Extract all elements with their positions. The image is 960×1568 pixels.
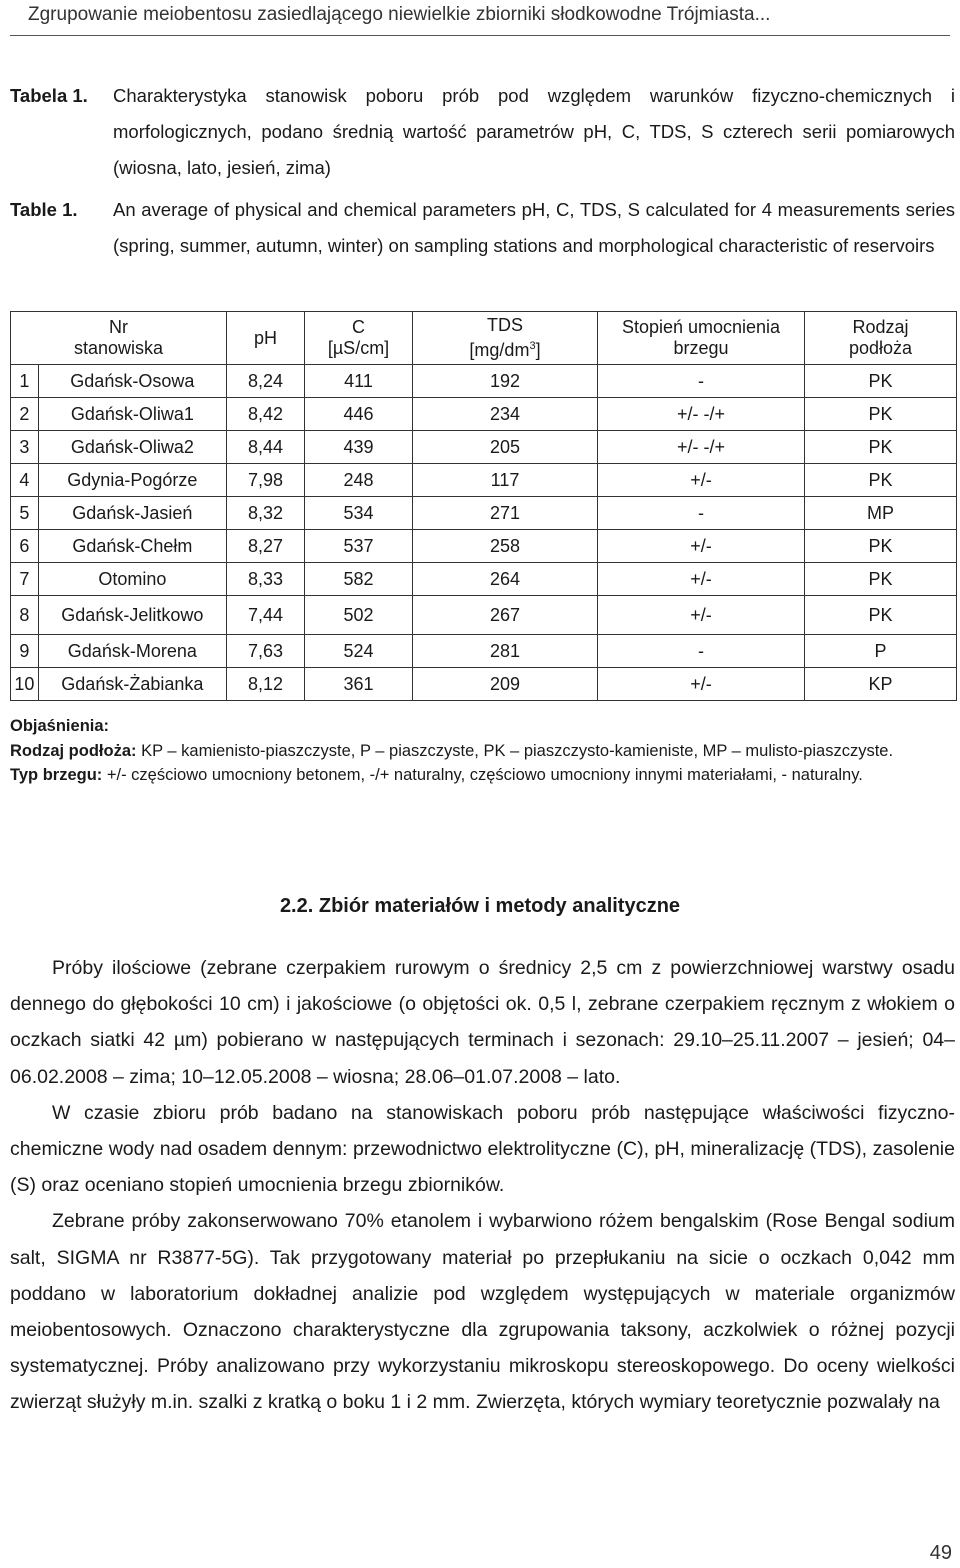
cell-tds: 117	[413, 464, 598, 497]
notes-title: Objaśnienia:	[10, 717, 110, 735]
table-notes	[10, 714, 955, 788]
cell-ph: 8,24	[227, 365, 305, 398]
notes-typ-text: +/- częściowo umocniony betonem, -/+ naturalny, częściowo umocniony innymi materiałami, - naturalny.	[106, 766, 863, 784]
cell-name: Gdańsk-Żabianka	[38, 668, 226, 701]
cell-name: Gdańsk-Jelitkowo	[38, 596, 226, 635]
header-nr-line2: stanowiska	[73, 338, 164, 358]
cell-stopien: +/-	[598, 563, 805, 596]
cell-name: Gdańsk-Morena	[38, 635, 226, 668]
cell-rodzaj: P	[805, 635, 957, 668]
caption-en-text: An average of physical and chemical parameters pH, C, TDS, S calculated for 4 measurements series (spring, summer, autumn, winter) on sampling stations and morphological characteristic of reservoirs	[113, 199, 955, 256]
cell-rodzaj: PK	[805, 563, 957, 596]
header-stopien-line2: brzegu	[673, 338, 729, 358]
notes-rodzaj-label: Rodzaj podłoża:	[10, 741, 137, 760]
cell-nr: 3	[11, 431, 39, 464]
cell-tds: 234	[413, 398, 598, 431]
cell-stopien: -	[598, 365, 805, 398]
cell-ph: 8,27	[227, 530, 305, 563]
header-tds	[413, 312, 598, 365]
notes-rodzaj-text: KP – kamienisto-piaszczyste, P – piaszczyste, PK – piaszczysto-kamieniste, MP – mulisto-piaszczyste.	[141, 741, 894, 760]
cell-nr: 9	[11, 635, 39, 668]
caption-pl-text: Charakterystyka stanowisk poboru prób pod względem warunków fizyczno-chemicznych i morfologicznych, podano średnią wartość parametrów pH, C, TDS, S czterech serii pomiarowych (wiosna, lato, jesień, zima)	[113, 85, 955, 178]
cell-tds: 281	[413, 635, 598, 668]
table-caption-en	[10, 192, 955, 264]
header-c	[305, 312, 413, 365]
cell-name: Gdańsk-Oliwa2	[38, 431, 226, 464]
table-caption-pl	[10, 78, 955, 186]
section-title: 2.2. Zbiór materiałów i metody analityczne	[279, 895, 681, 917]
page-number: 49	[929, 1542, 952, 1564]
cell-tds: 267	[413, 596, 598, 635]
cell-nr: 2	[11, 398, 39, 431]
header-stopien-line1: Stopień umocnienia	[621, 317, 781, 337]
table-row	[11, 365, 957, 398]
cell-rodzaj: PK	[805, 431, 957, 464]
header-nr-line1: Nr	[109, 317, 128, 337]
header-rodzaj-line1: Rodzaj	[852, 317, 909, 337]
header-rule	[10, 35, 950, 36]
header-nr	[11, 312, 227, 365]
cell-ph: 7,63	[227, 635, 305, 668]
header-tds-sup: 3	[529, 340, 536, 352]
cell-rodzaj: PK	[805, 464, 957, 497]
body-text	[10, 950, 955, 1421]
cell-stopien: -	[598, 635, 805, 668]
cell-rodzaj: PK	[805, 530, 957, 563]
cell-tds: 192	[413, 365, 598, 398]
cell-name: Otomino	[38, 563, 226, 596]
cell-name: Gdańsk-Chełm	[38, 530, 226, 563]
cell-rodzaj: MP	[805, 497, 957, 530]
cell-ph: 8,32	[227, 497, 305, 530]
header-rodzaj	[805, 312, 957, 365]
cell-name: Gdańsk-Osowa	[38, 365, 226, 398]
table-row	[11, 596, 957, 635]
header-c-line1: C	[352, 317, 365, 337]
table-row	[11, 431, 957, 464]
header-c-unit: [µS/cm]	[327, 338, 390, 358]
paragraph: Próby ilościowe (zebrane czerpakiem rurowym o średnicy 2,5 cm z powierzchniowej warstwy osadu dennego do głębokości 10 cm) i jakościowe (o objętości ok. 0,5 l, zebrane czerpakiem ręcznym z włokiem o oczkach siatki 42 µm) pobierano w następujących terminach i sezonach: 29.10–25.11.2007 – jesień; 04–06.02.2008 – zima; 10–12.05.2008 – wiosna; 28.06–01.07.2008 – lato.	[10, 957, 955, 1088]
cell-c: 411	[305, 365, 413, 398]
header-tds-line1: TDS	[487, 315, 523, 335]
cell-nr: 10	[11, 668, 39, 701]
cell-nr: 8	[11, 596, 39, 635]
cell-nr: 6	[11, 530, 39, 563]
stations-table	[10, 311, 957, 701]
cell-ph: 7,44	[227, 596, 305, 635]
cell-stopien: -	[598, 497, 805, 530]
cell-ph: 8,33	[227, 563, 305, 596]
cell-c: 537	[305, 530, 413, 563]
header-rodzaj-line2: podłoża	[848, 338, 913, 358]
cell-c: 502	[305, 596, 413, 635]
table-row	[11, 464, 957, 497]
cell-c: 582	[305, 563, 413, 596]
paragraph: Zebrane próby zakonserwowano 70% etanolem i wybarwiono różem bengalskim (Rose Bengal sodium salt, SIGMA nr R3877-5G). Tak przygotowany materiał po przepłukaniu na sicie o oczkach 0,042 mm poddano w laboratorium dokładnej analizie pod względem występujących w materiale organizmów meiobentosowych. Oznaczono charakterystyczne dla zgrupowania taksony, aczkolwiek o różnej pozycji systematycznej. Próby analizowano przy wykorzystaniu mikroskopu stereoskopowego. Do oceny wielkości zwierząt służyły m.in. szalki z kratką o boku 1 i 2 mm. Zwierzęta, których wymiary teoretycznie pozwalały na	[10, 1210, 955, 1414]
cell-nr: 7	[11, 563, 39, 596]
table-row	[11, 530, 957, 563]
header-stopien	[598, 312, 805, 365]
cell-nr: 4	[11, 464, 39, 497]
cell-ph: 8,12	[227, 668, 305, 701]
cell-rodzaj: PK	[805, 398, 957, 431]
cell-stopien: +/-	[598, 596, 805, 635]
cell-c: 439	[305, 431, 413, 464]
cell-ph: 8,44	[227, 431, 305, 464]
caption-pl-label: Tabela 1.	[10, 85, 88, 106]
table-body	[11, 365, 957, 701]
caption-en-label: Table 1.	[10, 199, 78, 220]
cell-name: Gdańsk-Jasień	[38, 497, 226, 530]
cell-ph: 8,42	[227, 398, 305, 431]
cell-tds: 205	[413, 431, 598, 464]
cell-name: Gdańsk-Oliwa1	[38, 398, 226, 431]
cell-rodzaj: PK	[805, 365, 957, 398]
header-ph: pH	[227, 312, 305, 365]
cell-stopien: +/- -/+	[598, 398, 805, 431]
cell-c: 534	[305, 497, 413, 530]
cell-tds: 271	[413, 497, 598, 530]
cell-tds: 258	[413, 530, 598, 563]
cell-nr: 1	[11, 365, 39, 398]
cell-stopien: +/- -/+	[598, 431, 805, 464]
cell-rodzaj: KP	[805, 668, 957, 701]
table-row	[11, 497, 957, 530]
header-tds-close: ]	[535, 340, 541, 360]
running-head: Zgrupowanie meiobentosu zasiedlającego niewielkie zbiorniki słodkowodne Trójmiasta...	[28, 4, 771, 25]
cell-tds: 264	[413, 563, 598, 596]
cell-ph: 7,98	[227, 464, 305, 497]
cell-tds: 209	[413, 668, 598, 701]
cell-rodzaj: PK	[805, 596, 957, 635]
table-row	[11, 563, 957, 596]
cell-nr: 5	[11, 497, 39, 530]
cell-c: 524	[305, 635, 413, 668]
cell-stopien: +/-	[598, 464, 805, 497]
cell-stopien: +/-	[598, 530, 805, 563]
header-tds-unit: [mg/dm	[469, 340, 530, 360]
paragraph: W czasie zbioru prób badano na stanowiskach poboru prób następujące właściwości fizyczno-chemiczne wody nad osadem dennym: przewodnictwo elektrolityczne (C), pH, mineralizację (TDS), zasolenie (S) oraz oceniano stopień umocnienia brzegu zbiorników.	[10, 1101, 955, 1197]
cell-c: 361	[305, 668, 413, 701]
cell-name: Gdynia-Pogórze	[38, 464, 226, 497]
cell-c: 248	[305, 464, 413, 497]
cell-stopien: +/-	[598, 668, 805, 701]
notes-typ-label: Typ brzegu:	[10, 766, 103, 784]
table-header-row	[11, 312, 957, 365]
table-row	[11, 398, 957, 431]
table-row	[11, 668, 957, 701]
table-row	[11, 635, 957, 668]
cell-c: 446	[305, 398, 413, 431]
